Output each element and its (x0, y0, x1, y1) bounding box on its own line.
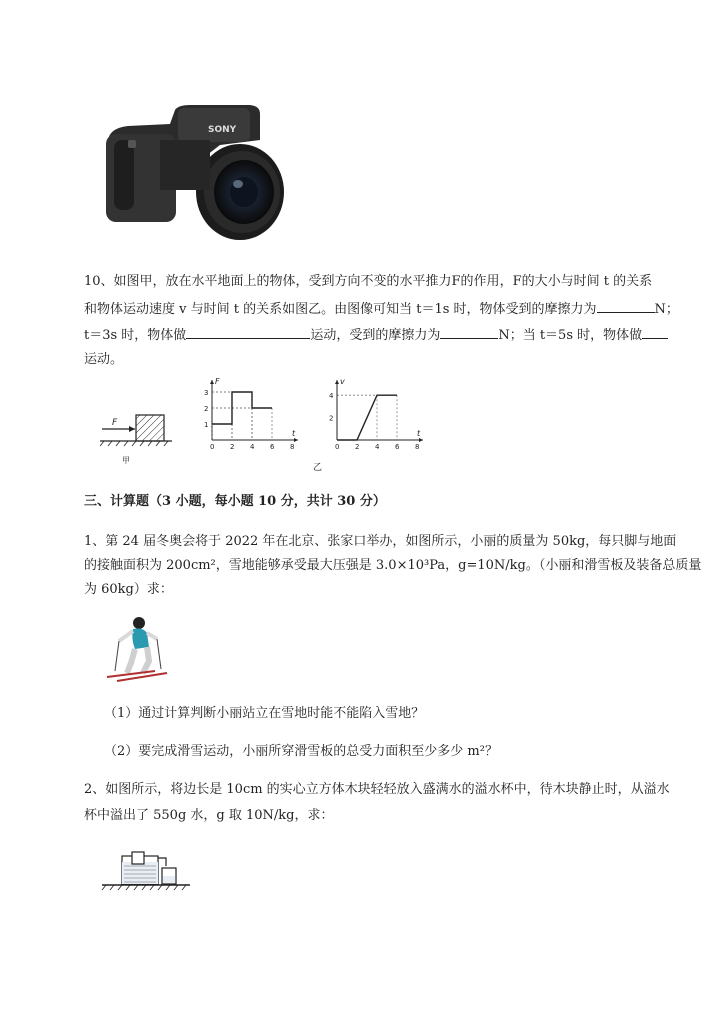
q10-line2-text: 和物体运动速度 v 与时间 t 的关系如图乙。由图像可知当 t＝1s 时，物体受到的摩擦力为 (84, 302, 597, 317)
p1-sub1: （1）通过计算判断小丽站立在雪地时能不能陷入雪地？ (104, 706, 425, 721)
series-line (337, 395, 397, 440)
y-axis-label: F (215, 378, 220, 386)
overflow-cup-figure (100, 840, 195, 895)
y-axis-arrow (335, 380, 339, 384)
q10-line3-a: t＝3s 时，物体做 (84, 328, 187, 343)
x-tick-label: 8 (415, 443, 420, 451)
x-axis-label: t (292, 429, 296, 438)
y-tick-label: 3 (204, 389, 209, 397)
x-tick-label: 6 (270, 443, 275, 451)
x-tick-label: 0 (210, 443, 215, 451)
fig-b-label: 乙 (313, 463, 323, 473)
p1-line3: 为 60kg）求： (84, 582, 173, 597)
camera-image (100, 100, 285, 245)
x-axis-label: t (417, 429, 421, 438)
x-tick-label: 6 (395, 443, 400, 451)
q10-line1: 10、如图甲，放在水平地面上的物体，受到方向不变的水平推力F的作用，F的大小与时间 t 的关系 (84, 274, 653, 289)
q10-line3-c: N；当 t＝5s 时，物体做 (498, 328, 643, 343)
x-tick-label: 2 (355, 443, 360, 451)
y-tick-label: 2 (329, 414, 334, 423)
p1-sub2: （2）要完成滑雪运动，小丽所穿滑雪板的总受力面积至少多少 m²？ (104, 744, 498, 759)
figure-block-force (100, 405, 175, 465)
q10-line3 (84, 324, 668, 346)
answer-blank-4[interactable] (642, 324, 668, 339)
answer-blank-2[interactable] (186, 324, 310, 339)
x-tick-label: 4 (250, 443, 255, 451)
chart-force-time (200, 378, 310, 453)
p2-line2: 杯中溢出了 550g 水，g 取 10N/kg，求： (84, 808, 334, 823)
answer-blank-3[interactable] (440, 324, 498, 339)
section-title: 三、计算题（3 小题，每小题 10 分，共计 30 分） (84, 494, 386, 509)
p1-line2: 的接触面积为 200cm²，雪地能够承受最大压强是 3.0×10³Pa，g=10N/kg。（小丽和滑雪板及装备总质量 (84, 558, 702, 573)
y-tick-label: 2 (204, 405, 209, 413)
x-tick-label: 0 (335, 443, 340, 451)
q10-line2 (84, 298, 679, 320)
x-tick-label: 2 (230, 443, 235, 451)
force-label: F (112, 418, 118, 428)
x-tick-label: 8 (290, 443, 295, 451)
q10-line3-b: 运动，受到的摩擦力为 (310, 328, 441, 343)
x-axis-arrow (419, 438, 423, 442)
svg-text:SONY: SONY (208, 125, 237, 135)
answer-blank-1[interactable] (597, 298, 655, 313)
p2-line1: 2、如图所示，将边长是 10cm 的实心立方体木块轻轻放入盛满水的溢水杯中，待木块静止时，从溢水 (84, 782, 670, 797)
y-tick-label: 1 (204, 421, 209, 429)
y-axis-arrow (210, 380, 214, 384)
y-tick-label: 4 (329, 392, 334, 401)
y-axis-label: v (340, 378, 345, 386)
fig-a-label: 甲 (122, 456, 130, 465)
p1-line1: 1、第 24 届冬奥会将于 2022 年在北京、张家口举办，如图所示，小丽的质量为 50kg，每只脚与地面 (84, 534, 677, 549)
q10-line4: 运动。 (84, 352, 124, 367)
chart-velocity-time (325, 378, 435, 453)
x-axis-arrow (294, 438, 298, 442)
x-tick-label: 4 (375, 443, 380, 451)
q10-line2-end: N； (654, 302, 679, 317)
skier-image (105, 615, 170, 683)
